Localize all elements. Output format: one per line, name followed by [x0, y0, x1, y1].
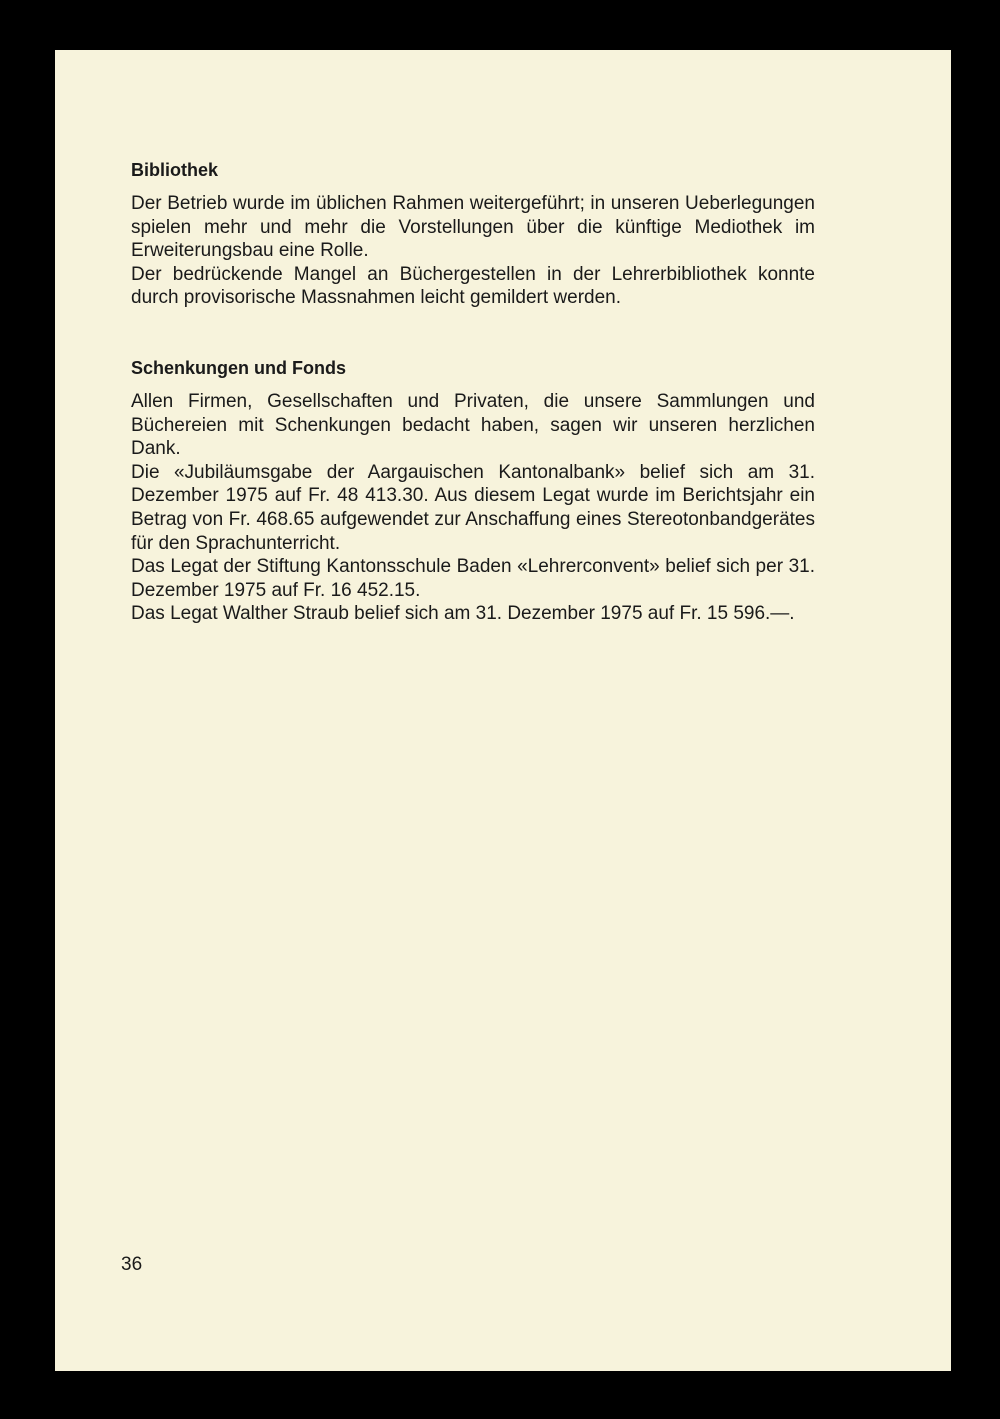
section-heading: Bibliothek: [131, 160, 219, 180]
paragraph: Das Legat Walther Straub belief sich am 31. Dezember 1975 auf Fr. 15 596.—.: [131, 603, 795, 625]
page-number: 36: [121, 1254, 143, 1275]
section-bibliothek: [131, 158, 815, 310]
paragraph: Der bedrückende Mangel an Büchergestellen in der Lehrerbibliothek konnte durch provisorische Massnahmen leicht gemildert werden.: [131, 263, 815, 309]
document-page: [55, 50, 951, 1371]
paragraph: Die «Jubiläumsgabe der Aargauischen Kantonalbank» belief sich am 31. Dezember 1975 auf Fr. 48 413.30. Aus diesem Legat wurde im Berichtsjahr ein Betrag von Fr. 468.65 aufgewendet zur Anschaffung eines Stereotonbandgerätes für den Sprachunterricht.: [131, 461, 815, 554]
page-content: [131, 158, 815, 626]
paragraph: Das Legat der Stiftung Kantonsschule Baden «Lehrerconvent» belief sich per 31. Dezember 1975 auf Fr. 16 452.15.: [131, 556, 815, 601]
paragraph: Der Betrieb wurde im üblichen Rahmen weitergeführt; in unseren Ueberlegungen spielen mehr und mehr die Vorstellungen über die künftige Mediothek im Erweiterungsbau eine Rolle.: [131, 193, 815, 262]
paragraph: Allen Firmen, Gesellschaften und Privaten, die unsere Sammlungen und Büchereien mit Schenkungen bedacht haben, sagen wir unseren herzlichen Dank.: [131, 390, 815, 460]
section-heading: Schenkungen und Fonds: [131, 357, 346, 378]
section-schenkungen-und-fonds: [131, 356, 815, 626]
